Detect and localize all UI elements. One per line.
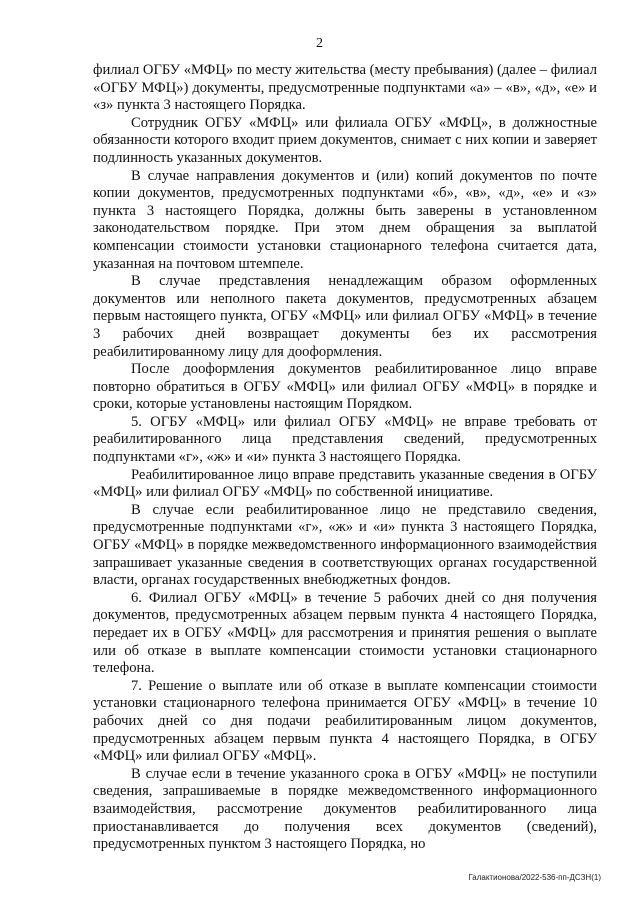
paragraph: Реабилитированное лицо вправе представить указанные сведения в ОГБУ «МФЦ» или филиал ОГБУ «МФЦ» по собственной инициативе. — [93, 466, 597, 501]
paragraph: Сотрудник ОГБУ «МФЦ» или филиала ОГБУ «МФЦ», в должностные обязанности которого входит прием документов, снимает с них копии и заверяет подлинность указанных документов. — [93, 114, 597, 166]
paragraph: В случае если реабилитированное лицо не представило сведения, предусмотренные подпунктами «г», «ж» и «и» пункта 3 настоящего Порядка, ОГБУ «МФЦ» в порядке межведомственного информационного взаимодействия запрашивает указанные сведения в соответствующих органах государственной власти, органах государственных внебюджетных фондов. — [93, 501, 597, 589]
paragraph-item-7: 7. Решение о выплате или об отказе в выплате компенсации стоимости установки стационарного телефона принимается ОГБУ «МФЦ» в течение 10 рабочих дней со дня подачи реабилитированным лицом документов, предусмотренных абзацем первым пункта 4 настоящего Порядка, в ОГБУ «МФЦ» или филиал ОГБУ «МФЦ». — [93, 677, 597, 765]
paragraph-continuation: филиал ОГБУ «МФЦ» по месту жительства (месту пребывания) (далее – филиал «ОГБУ МФЦ») документы, предусмотренные подпунктами «а» – «в», «д», «е» и «з» пункта 3 настоящего Порядка. — [93, 62, 597, 114]
footer-document-reference: Галактионова/2022-536-пп-ДСЗН(1) — [468, 873, 601, 882]
paragraph: В случае если в течение указанного срока в ОГБУ «МФЦ» не поступили сведения, запрашиваемые в порядке межведомственного информационного взаимодействия, рассмотрение документов реабилитированного лица приостанавливается до получения всех документов (сведений), предусмотренных пунктом 3 настоящего Порядка, но — [93, 765, 597, 853]
paragraph: В случае направления документов и (или) копий документов по почте копии документов, предусмотренных подпунктами «б», «в», «д», «е» и «з» пункта 3 настоящего Порядка, должны быть заверены в установленном законодательством порядке. При этом днем обращения за выплатой компенсации стоимости установки стационарного телефона считается дата, указанная на почтовом штемпеле. — [93, 167, 597, 272]
paragraph: В случае представления ненадлежащим образом оформленных документов или неполного пакета документов, предусмотренных абзацем первым настоящего пункта, ОГБУ «МФЦ» или филиал ОГБУ «МФЦ» в течение 3 рабочих дней возвращает документы без их рассмотрения реабилитированному лицу для дооформления. — [93, 273, 597, 360]
paragraph-item-5: 5. ОГБУ «МФЦ» или филиал ОГБУ «МФЦ» не вправе требовать от реабилитированного лица представления сведений, предусмотренных подпунктами «г», «ж» и «и» пункта 3 настоящего Порядка. — [93, 413, 597, 466]
paragraph-item-6: 6. Филиал ОГБУ «МФЦ» в течение 5 рабочих дней со дня получения документов, предусмотренных абзацем первым пункта 4 настоящего Порядка, передает их в ОГБУ «МФЦ» для рассмотрения и принятия решения о выплате или об отказе в выплате компенсации стоимости установки стационарного телефона. — [93, 589, 597, 677]
document-body — [93, 62, 597, 854]
page-number: 2 — [316, 36, 323, 51]
paragraph: После дооформления документов реабилитированное лицо вправе повторно обратиться в ОГБУ «МФЦ» или филиал ОГБУ «МФЦ» в порядке и сроки, которые установлены настоящим Порядком. — [93, 361, 597, 413]
